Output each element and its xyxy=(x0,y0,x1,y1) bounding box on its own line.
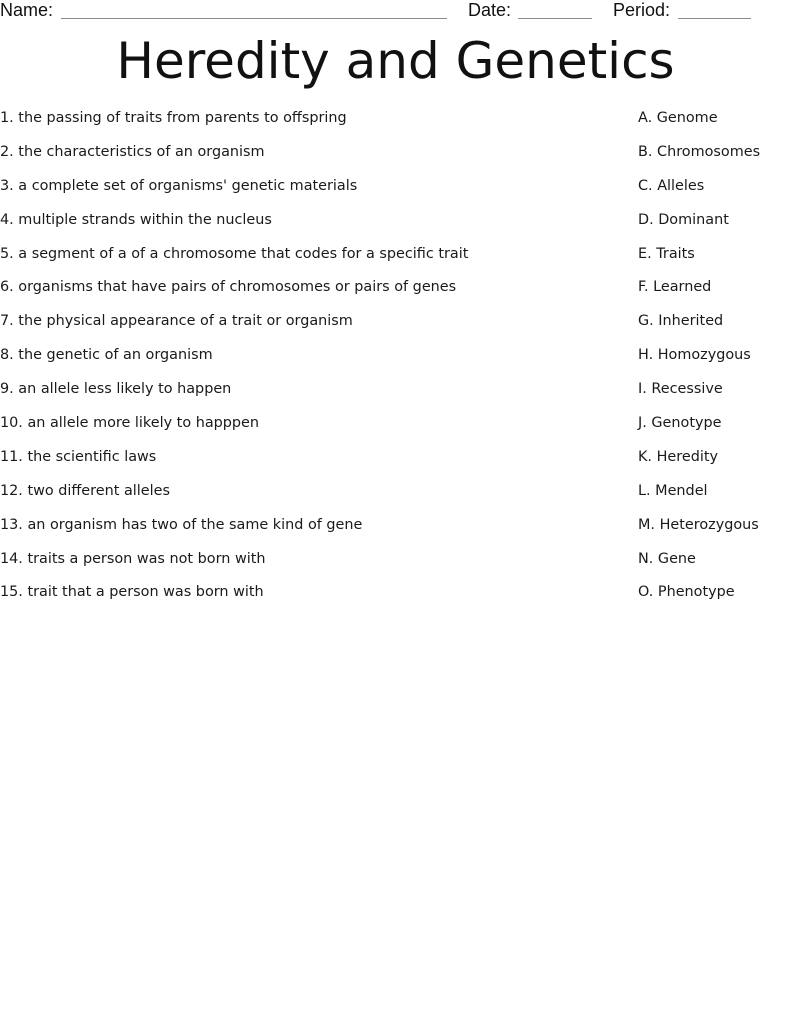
name-label: Name: xyxy=(0,0,54,20)
question-item: 9. an allele less likely to happen xyxy=(0,381,232,398)
page-title: Heredity and Genetics xyxy=(116,32,675,90)
answer-item: D. Dominant xyxy=(638,211,729,228)
question-list xyxy=(0,108,620,616)
answer-item: M. Heterozygous xyxy=(638,516,759,533)
worksheet-header xyxy=(0,0,791,24)
question-item: 7. the physical appearance of a trait or organism xyxy=(0,313,353,330)
date-label: Date: xyxy=(468,0,512,20)
date-blank-line xyxy=(518,18,592,19)
question-item: 4. multiple strands within the nucleus xyxy=(0,211,272,228)
question-item: 10. an allele more likely to happpen xyxy=(0,415,260,432)
question-item: 12. two different alleles xyxy=(0,482,170,499)
answer-item: A. Genome xyxy=(638,110,718,126)
answer-item: N. Gene xyxy=(638,550,696,567)
answer-item: I. Recessive xyxy=(638,381,723,398)
answer-list xyxy=(638,108,788,616)
name-blank-line xyxy=(61,18,447,19)
question-item: 15. trait that a person was born with xyxy=(0,584,264,601)
period-label: Period: xyxy=(613,0,671,20)
answer-item: G. Inherited xyxy=(638,313,724,330)
question-item: 5. a segment of a of a chromosome that codes for a specific trait xyxy=(0,245,469,262)
period-blank-line xyxy=(678,18,751,19)
question-item: 11. the scientific laws xyxy=(0,448,157,465)
answer-item: L. Mendel xyxy=(638,482,708,499)
question-item: 14. traits a person was not born with xyxy=(0,550,266,567)
answer-item: J. Genotype xyxy=(638,415,722,432)
answer-item: E. Traits xyxy=(638,245,695,262)
answer-item: H. Homozygous xyxy=(638,347,751,364)
answer-item: B. Chromosomes xyxy=(638,143,761,160)
answer-item: F. Learned xyxy=(638,279,712,296)
answer-item: K. Heredity xyxy=(638,448,719,465)
question-item: 1. the passing of traits from parents to offspring xyxy=(0,110,347,126)
answer-item: C. Alleles xyxy=(638,177,705,194)
question-item: 3. a complete set of organisms' genetic materials xyxy=(0,177,358,194)
question-item: 13. an organism has two of the same kind of gene xyxy=(0,516,363,533)
question-item: 2. the characteristics of an organism xyxy=(0,143,265,160)
question-item: 6. organisms that have pairs of chromosomes or pairs of genes xyxy=(0,279,457,296)
question-item: 8. the genetic of an organism xyxy=(0,347,213,364)
answer-item: O. Phenotype xyxy=(638,584,735,601)
